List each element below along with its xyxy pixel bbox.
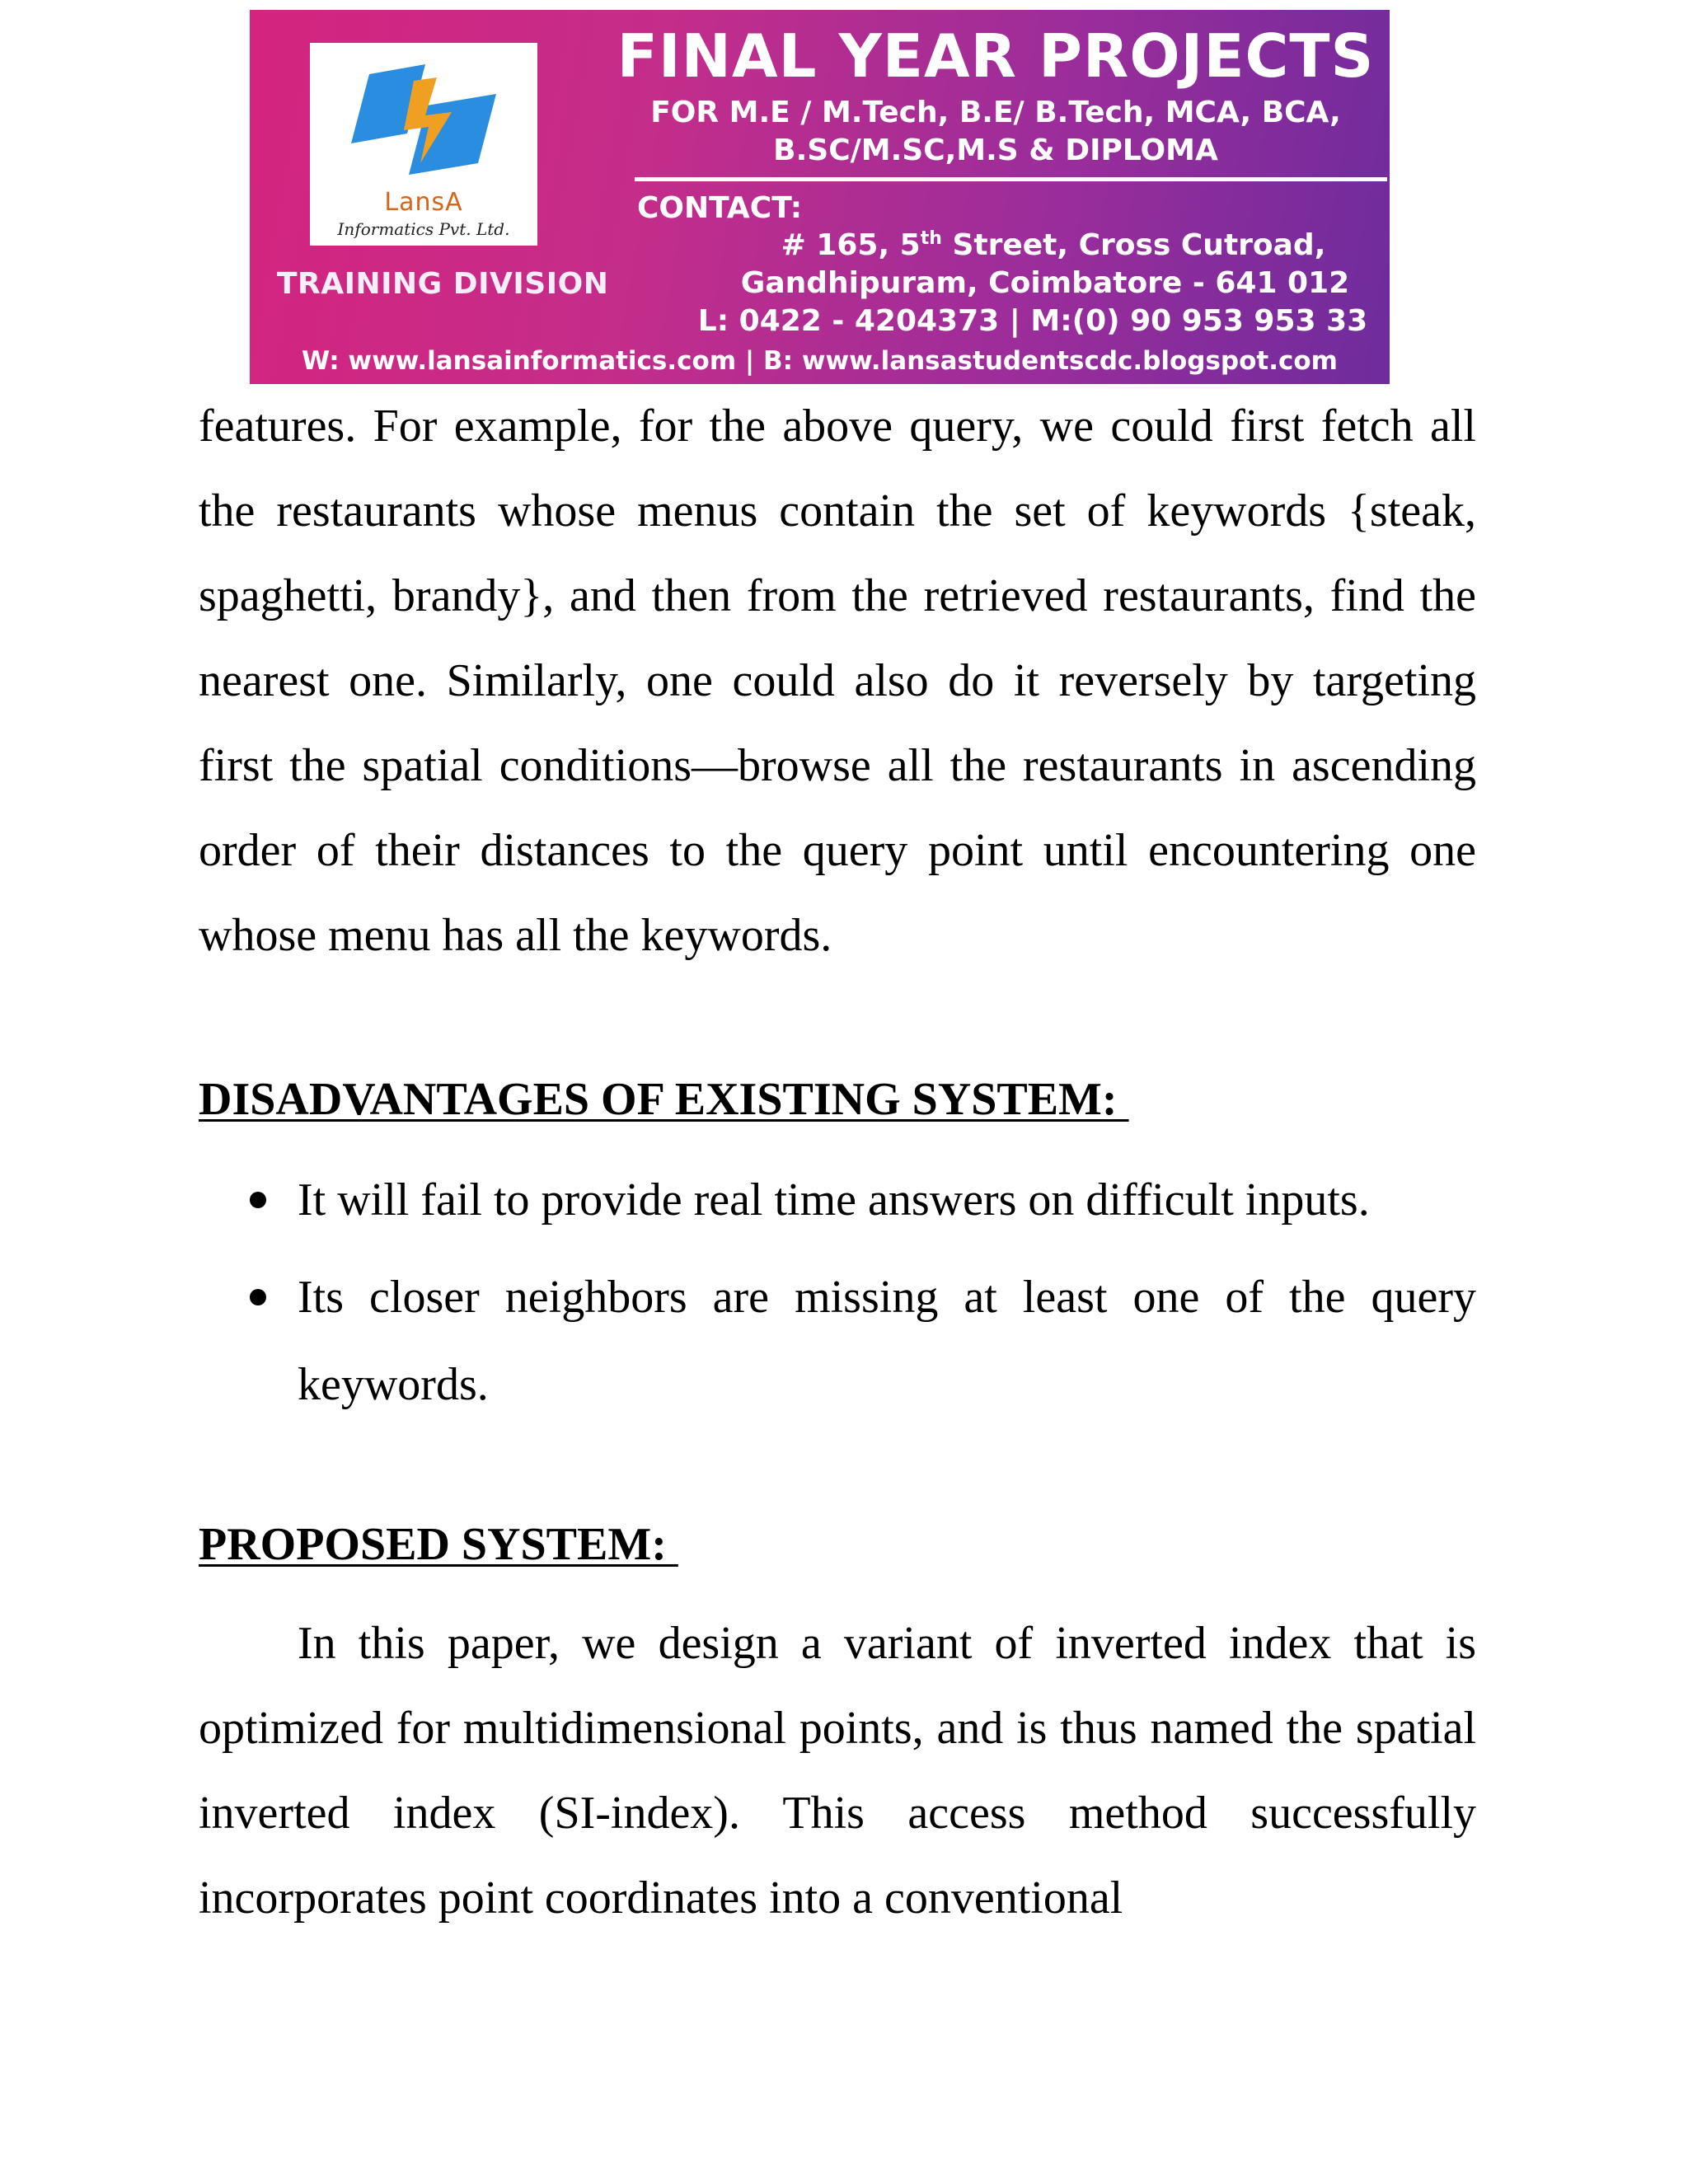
logo-subtitle: Informatics Pvt. Ltd. xyxy=(337,219,510,239)
heading-disadvantages: DISADVANTAGES OF EXISTING SYSTEM: xyxy=(199,1074,1129,1125)
courses-line-2: B.SC/M.SC,M.S & DIPLOMA xyxy=(773,134,1218,167)
proposed-system-paragraph: In this paper, we design a variant of inverted index that is optimized for multidimensional points, and is thus named the spatial inverted index (SI-index). This access method successfully incorporates point coordinates into a conventional xyxy=(199,1618,1476,1924)
logo-name: LansA xyxy=(384,188,463,217)
disadvantages-list xyxy=(199,1156,1476,1428)
banner-title: FINAL YEAR PROJECTS xyxy=(617,21,1375,91)
bullet-icon xyxy=(250,1289,266,1305)
list-item: It will fail to provide real time answers on difficult inputs. xyxy=(199,1156,1476,1244)
phone-line: L: 0422 - 4204373 | M:(0) 90 953 953 33 xyxy=(697,304,1368,338)
address-line-2: Gandhipuram, Coimbatore - 641 012 xyxy=(740,266,1350,300)
training-division-label: TRAINING DIVISION xyxy=(277,267,609,301)
contact-label: CONTACT: xyxy=(637,191,803,225)
existing-system-paragraph: features. For example, for the above query, we could first fetch all the restaurants whose menus contain the set of keywords {steak, spaghetti, brandy}, and then from the retrieved restaurants, find the nearest one. Similarly, one could also do it reversely by targeting first the spatial conditions—browse all the restaurants in ascending order of their distances to the query point until encountering one whose menu has all the keywords. xyxy=(199,401,1476,961)
company-logo xyxy=(310,43,537,246)
banner-divider xyxy=(635,177,1387,181)
list-item: Its closer neighbors are missing at least one of the query keywords. xyxy=(199,1254,1476,1428)
header-banner xyxy=(250,10,1390,384)
bullet-icon xyxy=(250,1192,266,1208)
address-line-1: # 165, 5th Street, Cross Cutroad, xyxy=(781,228,1326,262)
heading-proposed-system: PROPOSED SYSTEM: xyxy=(199,1519,678,1570)
web-links-line: W: www.lansainformatics.com | B: www.lansastudentscdc.blogspot.com xyxy=(302,346,1338,376)
courses-line-1: FOR M.E / M.Tech, B.E/ B.Tech, MCA, BCA, xyxy=(650,96,1341,129)
lightning-logo-icon xyxy=(328,58,519,190)
